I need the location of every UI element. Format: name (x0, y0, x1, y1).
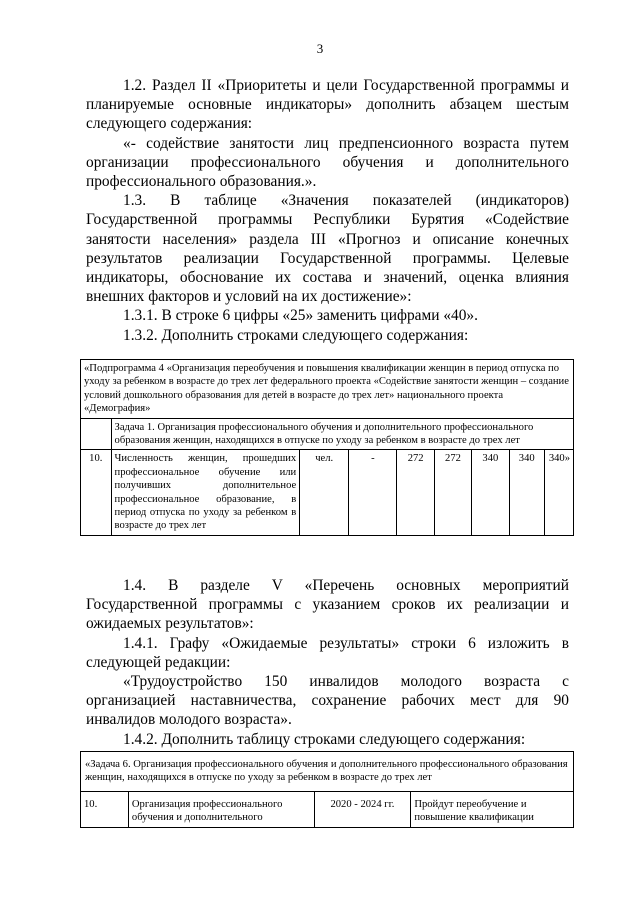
value-cell: 340 (509, 450, 544, 535)
subprogram-row (81, 360, 574, 419)
table-row (81, 450, 574, 535)
paragraph-1-2: 1.2. Раздел II «Приоритеты и цели Государственной программы и планируемые основные индикаторы» дополнить абзацем шестым следующего содержания: (86, 77, 569, 133)
paragraph-1-4: 1.4. В разделе V «Перечень основных мероприятий Государственной программы с указанием сроков их реализации и ожидаемых результатов»: (86, 577, 569, 633)
table-row (81, 791, 574, 827)
subprogram-cell: «Подпрограмма 4 «Организация переобучения и повышения квалификации женщин в период отпуска по уходу за ребенком в возрасте до трех лет федерального проекта «Содействие занятости женщин – создание условий дошкольного образования для детей в возрасте до трех лет» национального проекта «Демография» (81, 360, 574, 419)
empty-cell (81, 418, 112, 450)
activity-cell: Организация профессионального обучения и дополнительного (128, 791, 314, 827)
paragraph-quote-1: «- содействие занятости лиц предпенсионного возраста путем организации профессионального обучения и дополнительного профессионального образования.». (86, 134, 569, 191)
value-cell: 272 (397, 450, 434, 535)
unit-cell: чел. (300, 450, 349, 535)
row-number: 10. (81, 791, 129, 827)
activities-table (80, 751, 574, 828)
amendments-text-2 (86, 576, 569, 749)
value-cell: - (349, 450, 397, 535)
row-number: 10. (81, 450, 112, 535)
paragraph-1-4-1: 1.4.1. Графу «Ожидаемые результаты» строки 6 изложить в следующей редакции: (86, 634, 569, 671)
result-cell: Пройдут переобучение и повышение квалификации (411, 791, 574, 827)
task-cell: Задача 1. Организация профессионального обучения и дополнительного профессионального образования женщин, находящихся в отпуске по уходу за ребенком в возрасте до трех лет (111, 418, 573, 450)
indicator-name: Численность женщин, прошедших профессиональное обучение или получивших дополнительное профессиональное образование, в период отпуска по уходу за ребенком в возрасте до трех лет (111, 450, 300, 535)
indicators-table (80, 359, 574, 536)
paragraph-quote-2: «Трудоустройство 150 инвалидов молодого возраста с организацией наставничества, сохранение рабочих мест для 90 инвалидов молодого возраста». (86, 673, 569, 729)
value-cell: 340» (544, 450, 573, 535)
task-row (81, 418, 574, 450)
period-cell: 2020 - 2024 гг. (314, 791, 411, 827)
page-number: 3 (316, 41, 324, 56)
task-cell: «Задача 6. Организация профессионального обучения и дополнительного профессионального образования женщин, находящихся в отпуске по уходу за ребенком в возрасте до трех лет (81, 752, 574, 792)
paragraph-1-3-2: 1.3.2. Дополнить строками следующего содержания: (123, 326, 469, 344)
paragraph-1-3: 1.3. В таблице «Значения показателей (индикаторов) Государственной программы Республики Бурятия «Содействие занятости населения» раздела III «Прогноз и описание конечных результатов реализации Государственной программы. Целевые индикаторы, обоснование их состава и значений, оценка влияния внешних факторов и условий на их достижение»: (86, 192, 569, 306)
task-row (81, 752, 574, 792)
value-cell: 272 (434, 450, 471, 535)
paragraph-1-3-1: 1.3.1. В строке 6 цифры «25» заменить цифрами «40». (123, 307, 478, 325)
value-cell: 340 (472, 450, 509, 535)
amendments-text-1 (86, 76, 569, 345)
paragraph-1-4-2: 1.4.2. Дополнить таблицу строками следующего содержания: (123, 730, 526, 748)
